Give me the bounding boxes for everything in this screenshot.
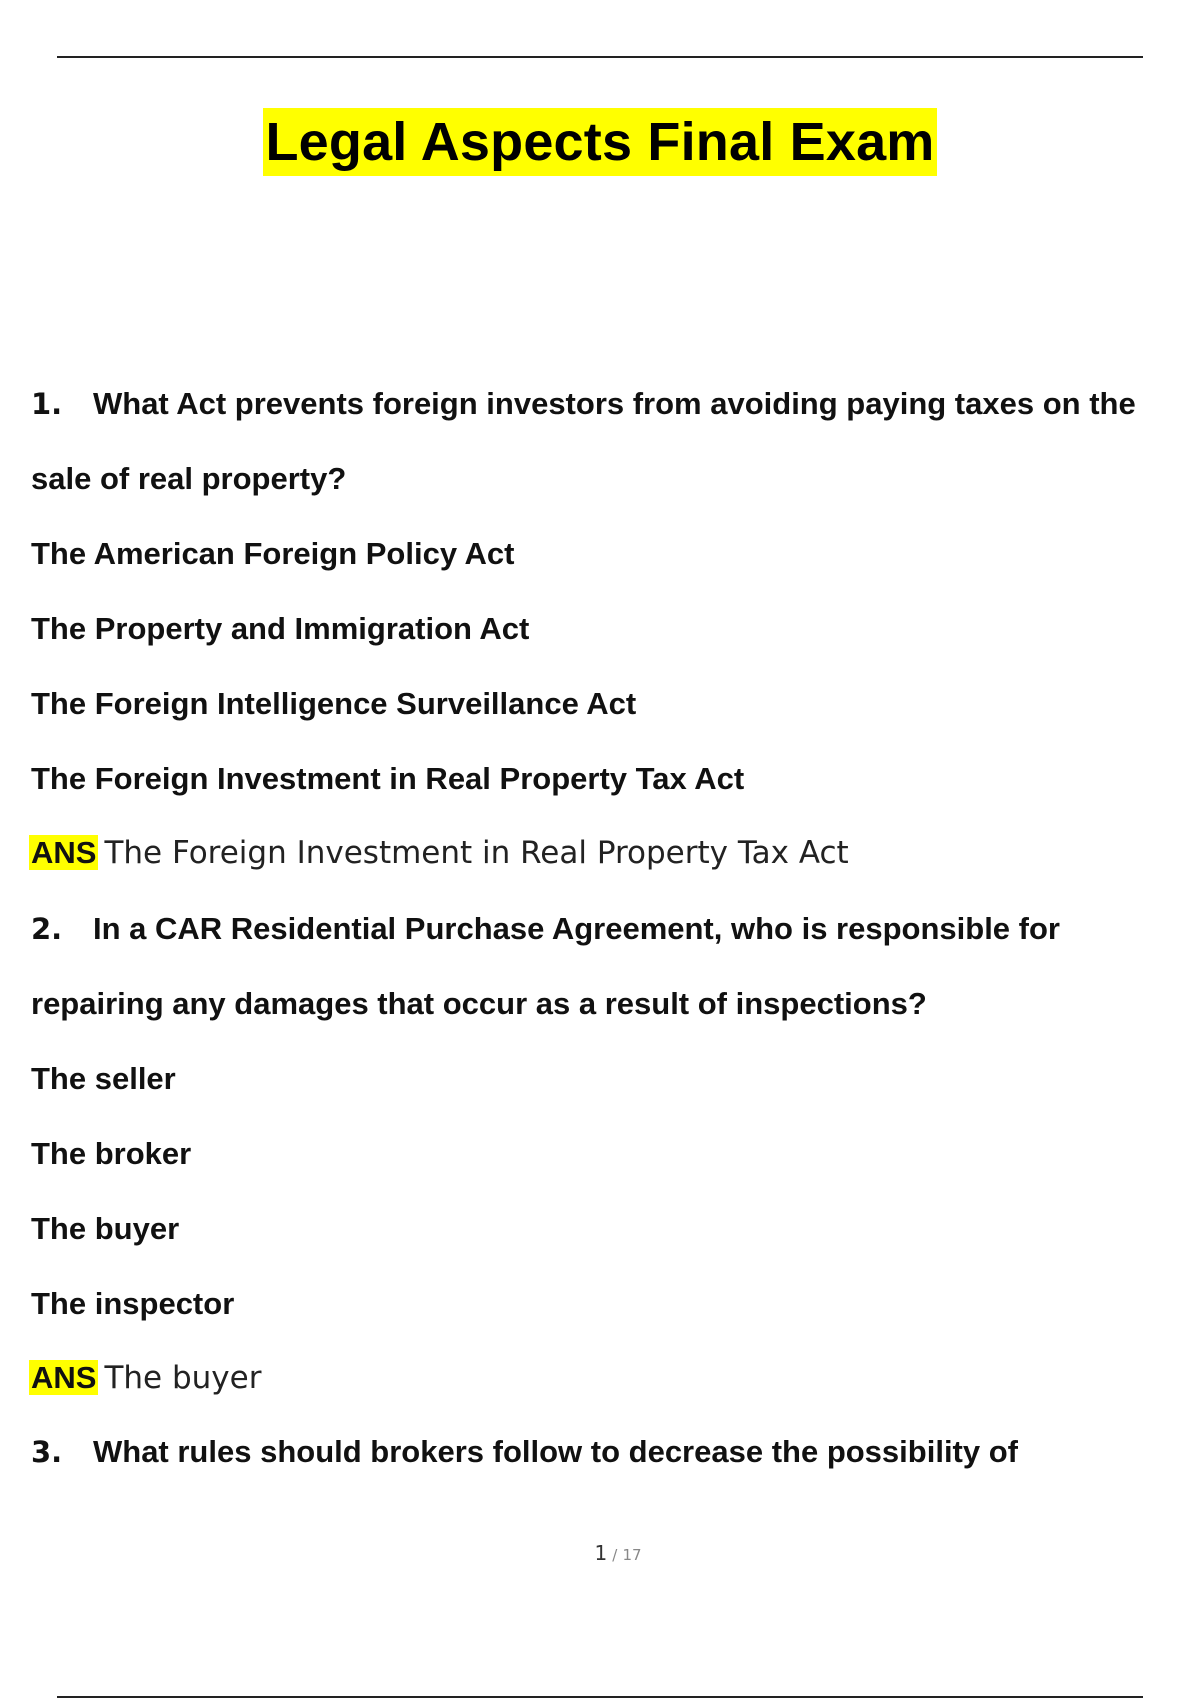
bottom-divider <box>57 1696 1143 1698</box>
option-1d: The Foreign Investment in Real Property Tax Act <box>31 761 745 796</box>
option-2c: The buyer <box>31 1211 180 1246</box>
answer-1 <box>31 833 849 873</box>
title-container <box>0 108 1200 176</box>
question-3 <box>31 1432 1018 1472</box>
option-2a: The seller <box>31 1061 176 1096</box>
answer-tag: ANS <box>31 835 97 870</box>
document-title: Legal Aspects Final Exam <box>263 108 936 176</box>
answer-2 <box>31 1358 261 1398</box>
option-1c: The Foreign Intelligence Surveillance Act <box>31 686 637 721</box>
question-number: 2. <box>31 912 63 946</box>
page-indicator <box>0 1541 1200 1565</box>
question-number: 1. <box>31 387 63 421</box>
top-divider <box>57 56 1143 58</box>
page-separator: / <box>612 1546 618 1564</box>
question-2 <box>31 909 1060 949</box>
question-number: 3. <box>31 1435 63 1469</box>
option-2b: The broker <box>31 1136 192 1171</box>
option-1a: The American Foreign Policy Act <box>31 536 515 571</box>
question-text: What rules should brokers follow to decrease the possibility of <box>93 1434 1018 1469</box>
option-1b: The Property and Immigration Act <box>31 611 530 646</box>
question-2-continued: repairing any damages that occur as a result of inspections? <box>31 986 927 1021</box>
question-text: What Act prevents foreign investors from avoiding paying taxes on the <box>93 386 1136 421</box>
question-text: In a CAR Residential Purchase Agreement, who is responsible for <box>93 911 1060 946</box>
option-2d: The inspector <box>31 1286 235 1321</box>
answer-text: The Foreign Investment in Real Property Tax Act <box>104 835 849 871</box>
answer-tag: ANS <box>31 1360 97 1395</box>
question-1 <box>31 384 1136 424</box>
question-1-continued: sale of real property? <box>31 461 347 496</box>
current-page: 1 <box>594 1541 608 1565</box>
answer-text: The buyer <box>104 1360 262 1396</box>
total-pages: 17 <box>622 1546 642 1564</box>
